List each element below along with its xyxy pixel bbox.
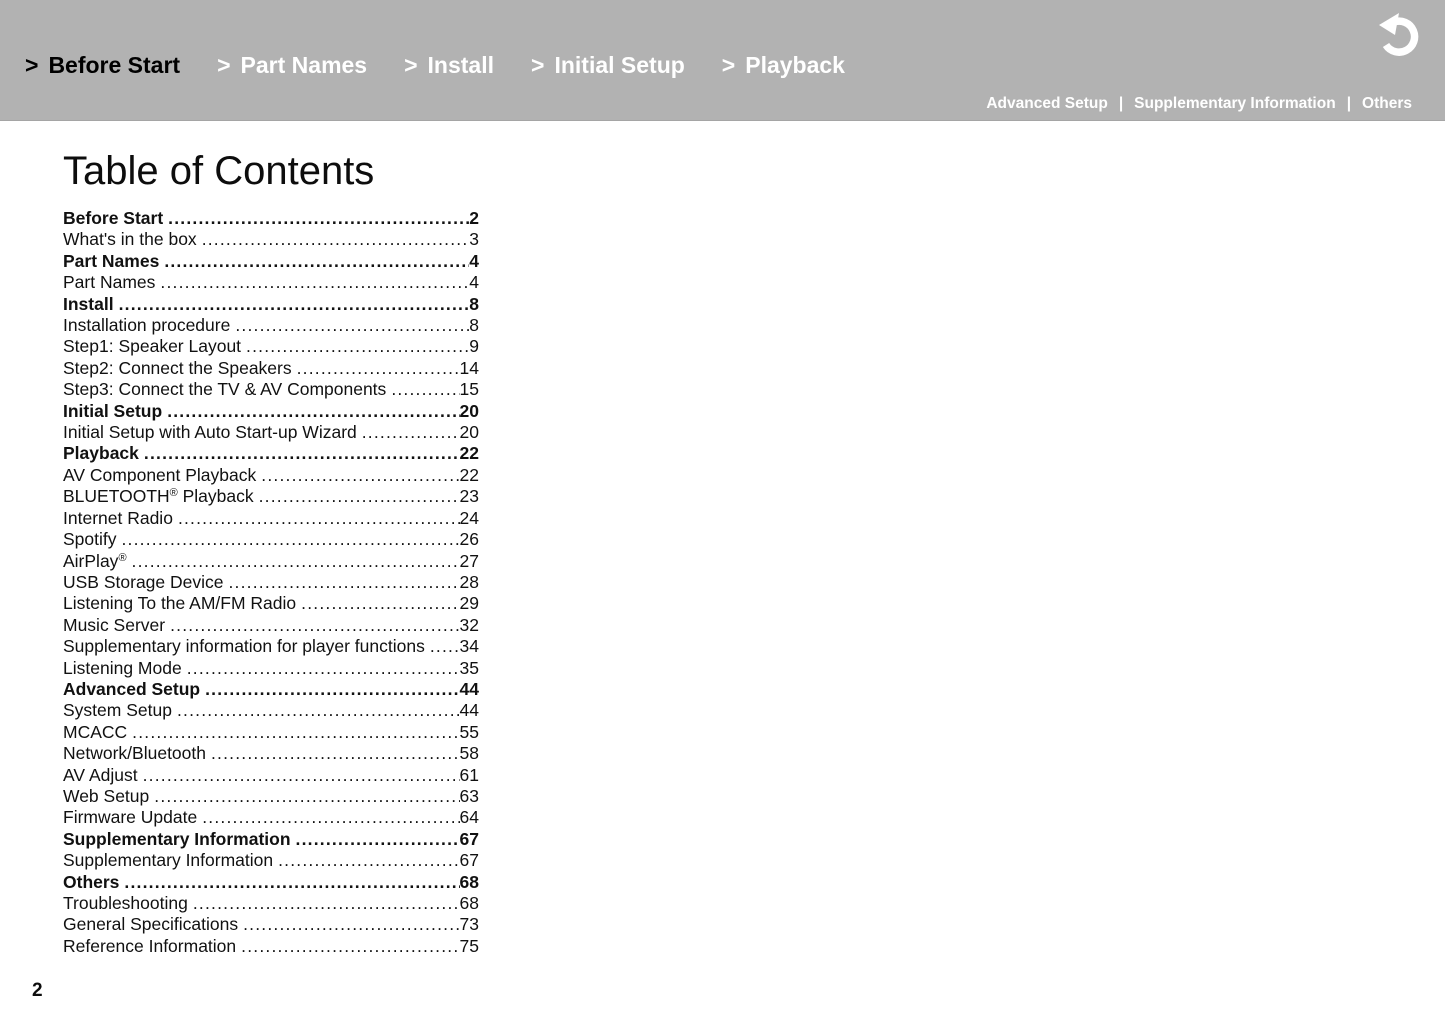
- toc-entry-page: 35: [459, 657, 479, 678]
- toc-entry[interactable]: [63, 443, 479, 464]
- toc-entry-page: 32: [459, 614, 479, 635]
- toc-list: [63, 208, 479, 957]
- dot-leader-icon: [168, 208, 469, 229]
- toc-entry[interactable]: [63, 872, 479, 893]
- toc-entry-label: Install: [63, 293, 114, 314]
- dot-leader-icon: [296, 829, 460, 850]
- toc-entry-page: 9: [469, 336, 479, 357]
- toc-entry-page: 3: [469, 229, 479, 250]
- toc-entry-page: 67: [459, 850, 479, 871]
- toc-entry-label: MCACC: [63, 721, 128, 742]
- toc-entry-label: Troubleshooting: [63, 893, 188, 913]
- toc-entry-page: 68: [459, 871, 479, 892]
- chevron-icon: >: [531, 52, 545, 78]
- toc-entry-label: Step2: Connect the Speakers: [63, 357, 292, 378]
- chevron-icon: >: [25, 52, 39, 78]
- toc-entry-label: Supplementary Information: [63, 828, 291, 849]
- toc-entry-label: USB Storage Device: [63, 571, 224, 592]
- toc-entry-label: Part Names: [63, 250, 160, 271]
- dot-leader-icon: [211, 743, 460, 764]
- dot-leader-icon: [119, 294, 470, 315]
- toc-entry-label: General Specifications: [63, 914, 239, 935]
- dot-leader-icon: [193, 893, 460, 914]
- toc-entry-page: 28: [459, 571, 479, 592]
- toc-entry[interactable]: [63, 807, 479, 828]
- nav-before-start[interactable]: [25, 50, 180, 80]
- dot-leader-icon: [205, 679, 459, 700]
- toc-entry[interactable]: [63, 294, 479, 315]
- sub-nav: [986, 95, 1412, 113]
- nav-install[interactable]: [404, 50, 494, 80]
- toc-entry[interactable]: [63, 786, 479, 807]
- toc-entry-page: 22: [459, 464, 479, 485]
- nav-label: Playback: [745, 52, 845, 78]
- toc-entry-page: 55: [459, 721, 479, 742]
- toc-entry-label: Supplementary information for player functions: [63, 636, 425, 657]
- toc-entry[interactable]: [63, 379, 479, 400]
- toc-entry-label: Before Start: [63, 208, 164, 228]
- subnav-advanced-setup[interactable]: Advanced Setup: [986, 95, 1108, 112]
- toc-entry-page: 2: [469, 208, 479, 228]
- toc-entry[interactable]: [63, 593, 479, 614]
- dot-leader-icon: [202, 229, 470, 250]
- dot-leader-icon: [144, 443, 460, 464]
- dot-leader-icon: [235, 315, 469, 336]
- toc-entry-label: Advanced Setup: [63, 678, 201, 699]
- toc-entry-page: 75: [459, 935, 479, 956]
- toc-entry-page: 20: [459, 400, 479, 421]
- toc-entry-label: Reference Information: [63, 935, 237, 956]
- toc-entry[interactable]: [63, 315, 479, 336]
- subnav-supplementary-information[interactable]: Supplementary Information: [1134, 95, 1336, 112]
- toc-entry-page: 8: [469, 315, 479, 336]
- toc-entry[interactable]: [63, 272, 479, 293]
- dot-leader-icon: [229, 572, 460, 593]
- dot-leader-icon: [241, 936, 459, 957]
- nav-part-names[interactable]: [217, 50, 367, 80]
- dot-leader-icon: [278, 850, 459, 871]
- dot-leader-icon: [124, 872, 459, 893]
- toc-entry-label: AV Adjust: [63, 764, 138, 785]
- toc-entry[interactable]: [63, 251, 479, 272]
- toc-entry-page: 64: [459, 807, 479, 828]
- toc-entry-label: Installation procedure: [63, 315, 231, 336]
- toc-entry-label: Internet Radio: [63, 507, 173, 528]
- chevron-icon: >: [404, 52, 418, 78]
- toc-entry-page: 44: [459, 700, 479, 721]
- toc-entry[interactable]: [63, 358, 479, 379]
- toc-entry-page: 58: [459, 743, 479, 764]
- toc-entry[interactable]: [63, 422, 479, 443]
- toc-entry-label: Initial Setup: [63, 400, 163, 421]
- toc-entry[interactable]: [63, 551, 479, 572]
- toc-entry[interactable]: [63, 914, 479, 935]
- toc-entry-label: Listening To the AM/FM Radio: [63, 593, 297, 614]
- header-bar: [0, 0, 1445, 121]
- toc-entry-page: 15: [459, 379, 479, 400]
- toc-entry-page: 34: [459, 636, 479, 657]
- toc-entry-label: BLUETOOTH® Playback: [63, 486, 254, 507]
- toc-entry-label: Network/Bluetooth: [63, 743, 206, 764]
- separator: |: [1346, 95, 1352, 112]
- dot-leader-icon: [167, 401, 459, 422]
- separator: |: [1118, 95, 1124, 112]
- dot-leader-icon: [259, 486, 460, 507]
- return-button[interactable]: [1377, 10, 1425, 60]
- toc-entry-page: 4: [469, 250, 479, 271]
- dot-leader-icon: [170, 615, 459, 636]
- dot-leader-icon: [362, 422, 460, 443]
- dot-leader-icon: [187, 658, 460, 679]
- toc-entry[interactable]: [63, 893, 479, 914]
- toc-entry-label: Music Server: [63, 614, 166, 635]
- toc-entry-page: 22: [459, 443, 479, 464]
- toc-entry-page: 14: [459, 357, 479, 378]
- nav-label: Install: [427, 52, 495, 78]
- toc-entry[interactable]: [63, 508, 479, 529]
- toc-entry[interactable]: [63, 636, 479, 657]
- toc-entry-page: 63: [459, 785, 479, 806]
- dot-leader-icon: [154, 786, 459, 807]
- toc-entry-label: AirPlay®: [63, 550, 127, 571]
- dot-leader-icon: [391, 379, 459, 400]
- toc-entry[interactable]: [63, 529, 479, 550]
- toc-entry-label: Others: [63, 871, 120, 892]
- toc-entry-label: System Setup: [63, 700, 172, 721]
- toc-entry-label: Playback: [63, 443, 139, 464]
- dot-leader-icon: [177, 700, 460, 721]
- toc-entry[interactable]: [63, 743, 479, 764]
- chevron-icon: >: [721, 52, 736, 78]
- dot-leader-icon: [132, 722, 459, 743]
- toc-entry-label: Step3: Connect the TV & AV Components: [63, 379, 387, 400]
- toc-entry-label: Step1: Speaker Layout: [63, 336, 242, 357]
- dot-leader-icon: [301, 593, 459, 614]
- toc-entry[interactable]: [63, 401, 479, 422]
- toc-entry-page: 8: [469, 293, 479, 314]
- toc-entry[interactable]: [63, 486, 479, 507]
- nav-label: Part Names: [240, 52, 368, 78]
- toc-entry-page: 68: [459, 893, 479, 913]
- toc-entry-page: 27: [459, 550, 479, 571]
- dot-leader-icon: [178, 508, 460, 529]
- dot-leader-icon: [132, 551, 460, 572]
- dot-leader-icon: [164, 251, 469, 272]
- toc-entry-page: 29: [459, 593, 479, 614]
- content-area: [0, 148, 1445, 957]
- page-title: Table of Contents: [63, 149, 375, 193]
- toc-entry-label: Part Names: [63, 272, 156, 293]
- main-nav: [25, 50, 845, 80]
- nav-label: Initial Setup: [554, 52, 685, 78]
- dot-leader-icon: [160, 272, 469, 293]
- chevron-icon: >: [217, 52, 231, 78]
- toc-entry-page: 67: [459, 828, 479, 849]
- dot-leader-icon: [243, 914, 459, 935]
- toc-entry-page: 61: [459, 764, 479, 785]
- toc-entry-page: 24: [459, 507, 479, 528]
- toc-entry[interactable]: [63, 850, 479, 871]
- toc-entry-label: AV Component Playback: [63, 464, 257, 485]
- nav-playback[interactable]: [722, 50, 845, 80]
- undo-arrow-icon: [1378, 10, 1424, 58]
- subnav-others[interactable]: Others: [1362, 95, 1412, 112]
- toc-entry[interactable]: [63, 700, 479, 721]
- toc-entry-page: 20: [459, 422, 479, 443]
- toc-entry-page: 4: [469, 272, 479, 293]
- toc-entry-page: 44: [459, 678, 479, 699]
- dot-leader-icon: [430, 636, 460, 657]
- toc-entry[interactable]: [63, 679, 479, 700]
- toc-entry[interactable]: [63, 229, 479, 250]
- dot-leader-icon: [246, 336, 469, 357]
- toc-entry[interactable]: [63, 722, 479, 743]
- page-number: 2: [32, 980, 43, 1001]
- dot-leader-icon: [202, 807, 459, 828]
- toc-entry-page: 26: [459, 529, 479, 550]
- dot-leader-icon: [143, 765, 460, 786]
- toc-entry[interactable]: [63, 765, 479, 786]
- toc-entry-label: Spotify: [63, 529, 117, 550]
- toc-entry[interactable]: [63, 336, 479, 357]
- toc-entry[interactable]: [63, 936, 479, 957]
- toc-entry[interactable]: [63, 572, 479, 593]
- dot-leader-icon: [261, 465, 459, 486]
- toc-entry-label: Listening Mode: [63, 657, 182, 678]
- toc-entry-label: Firmware Update: [63, 807, 198, 828]
- toc-entry-page: 73: [459, 914, 479, 935]
- toc-entry[interactable]: [63, 208, 479, 229]
- nav-initial-setup[interactable]: [531, 50, 685, 80]
- toc-entry-page: 23: [459, 486, 479, 507]
- toc-entry[interactable]: [63, 615, 479, 636]
- nav-label: Before Start: [48, 52, 181, 78]
- toc-entry-label: Web Setup: [63, 785, 150, 806]
- toc-entry[interactable]: [63, 829, 479, 850]
- dot-leader-icon: [297, 358, 460, 379]
- toc-entry[interactable]: [63, 465, 479, 486]
- toc-entry-label: Initial Setup with Auto Start-up Wizard: [63, 422, 357, 443]
- toc-entry-label: Supplementary Information: [63, 850, 274, 871]
- toc-entry[interactable]: [63, 658, 479, 679]
- toc-entry-label: What's in the box: [63, 229, 197, 250]
- dot-leader-icon: [122, 529, 460, 550]
